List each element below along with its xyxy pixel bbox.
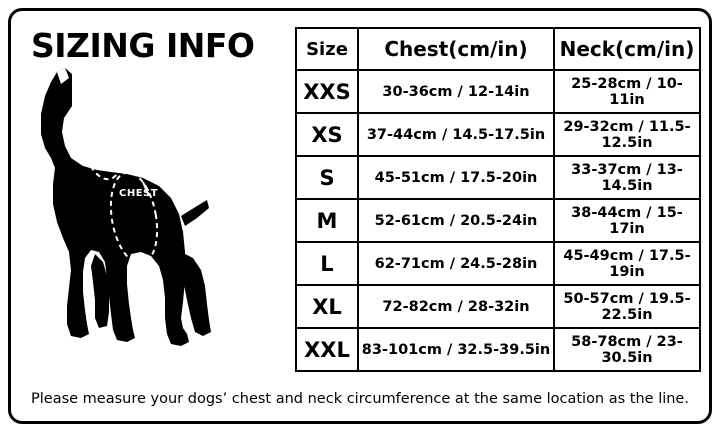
table-row	[296, 285, 700, 328]
rounded-border-frame	[8, 8, 712, 424]
cell-neck: 50-57cm / 19.5-22.5in	[554, 285, 700, 328]
cell-chest: 72-82cm / 28-32in	[358, 285, 554, 328]
table-row	[296, 156, 700, 199]
cell-size: L	[296, 242, 358, 285]
cell-neck: 38-44cm / 15-17in	[554, 199, 700, 242]
cell-chest: 83-101cm / 32.5-39.5in	[358, 328, 554, 371]
neck-label: NECK	[69, 123, 102, 134]
table-row	[296, 242, 700, 285]
table-row	[296, 70, 700, 113]
cell-size: M	[296, 199, 358, 242]
cell-size: XS	[296, 113, 358, 156]
page-title: SIZING INFO	[31, 26, 255, 65]
column-header-chest: Chest(cm/in)	[358, 28, 554, 70]
cell-size: XXL	[296, 328, 358, 371]
cell-chest: 37-44cm / 14.5-17.5in	[358, 113, 554, 156]
cell-size: S	[296, 156, 358, 199]
cell-neck: 58-78cm / 23-30.5in	[554, 328, 700, 371]
table-row	[296, 328, 700, 371]
sizing-table	[295, 27, 701, 372]
cell-chest: 62-71cm / 24.5-28in	[358, 242, 554, 285]
cell-neck: 45-49cm / 17.5-19in	[554, 242, 700, 285]
table-row	[296, 113, 700, 156]
cell-neck: 33-37cm / 13-14.5in	[554, 156, 700, 199]
table-row	[296, 199, 700, 242]
cell-chest: 45-51cm / 17.5-20in	[358, 156, 554, 199]
measure-instructions: Please measure your dogs’ chest and neck circumference at the same location as the line.	[31, 391, 689, 407]
cell-chest: 30-36cm / 12-14in	[358, 70, 554, 113]
cell-neck: 29-32cm / 11.5-12.5in	[554, 113, 700, 156]
left-column	[29, 26, 291, 379]
dog-diagram	[31, 66, 281, 358]
sizing-table-wrapper	[295, 27, 699, 372]
table-header-row	[296, 28, 700, 70]
chest-label: CHEST	[119, 188, 159, 199]
column-header-size: Size	[296, 28, 358, 70]
cell-chest: 52-61cm / 20.5-24in	[358, 199, 554, 242]
column-header-neck: Neck(cm/in)	[554, 28, 700, 70]
dog-silhouette-icon	[31, 66, 281, 358]
cell-size: XL	[296, 285, 358, 328]
cell-size: XXS	[296, 70, 358, 113]
cell-neck: 25-28cm / 10-11in	[554, 70, 700, 113]
